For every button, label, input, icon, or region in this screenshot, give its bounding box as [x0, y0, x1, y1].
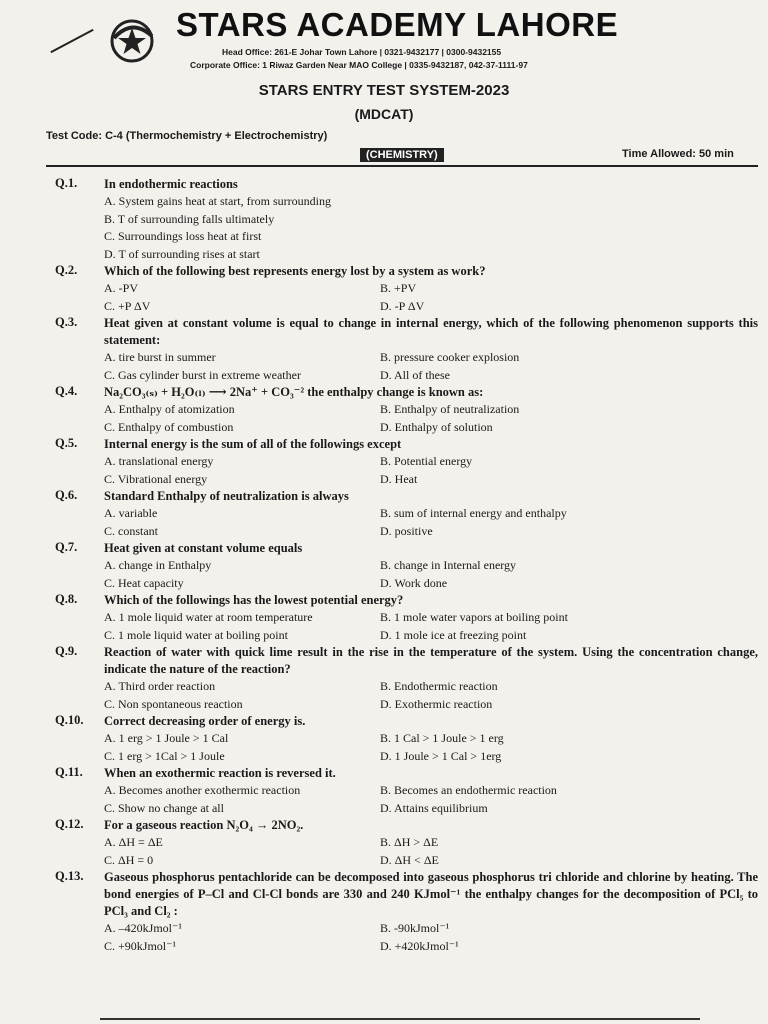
- answer-option: C. Vibrational energy: [104, 471, 208, 486]
- answer-option: D. 1 Joule > 1 Cal > 1erg: [380, 748, 502, 763]
- answer-option: C. 1 erg > 1Cal > 1 Joule: [104, 748, 225, 763]
- options-group: [104, 453, 758, 488]
- test-code: Test Code: C-4 (Thermochemistry + Electrochemistry): [46, 130, 328, 142]
- question-block: [0, 817, 768, 869]
- question-text: Standard Enthalpy of neutralization is always: [104, 489, 349, 503]
- answer-option: C. 1 mole liquid water at boiling point: [104, 627, 288, 642]
- question-text: For a gaseous reaction N₂O₄ → 2NO₂.: [104, 818, 304, 832]
- answer-option: A. ΔH = ΔE: [104, 835, 163, 849]
- test-system-subtitle: (MDCAT): [354, 106, 414, 122]
- question-text: Heat given at constant volume equals: [104, 541, 303, 555]
- answer-option: A. System gains heat at start, from surrounding: [104, 194, 331, 208]
- question-text: Internal energy is the sum of all of the followings except: [104, 437, 402, 451]
- head-office: Head Office: 261-E Johar Town Lahore | 0321-9432177 | 0300-9432155: [222, 47, 502, 57]
- question-block: [0, 436, 768, 488]
- answer-option: D. Heat: [380, 471, 418, 486]
- question-list: [0, 176, 768, 955]
- question-block: [0, 540, 768, 592]
- question-text: In endothermic reactions: [104, 177, 238, 191]
- answer-option: D. +420kJmol⁻¹: [380, 938, 459, 953]
- options-group: [104, 505, 758, 540]
- options-group: [104, 920, 758, 955]
- answer-option: A. 1 erg > 1 Joule > 1 Cal: [104, 731, 229, 745]
- question-block: [0, 765, 768, 817]
- answer-option: D. -P ΔV: [380, 298, 425, 313]
- test-system-title: STARS ENTRY TEST SYSTEM-2023: [258, 82, 510, 99]
- footer-divider: [100, 1018, 700, 1020]
- question-number: Q.4.: [55, 384, 78, 398]
- answer-option: B. ΔH > ΔE: [380, 835, 439, 849]
- subject-badge: (CHEMISTRY): [360, 148, 444, 162]
- question-block: [0, 713, 768, 765]
- question-number: Q.12.: [55, 817, 84, 831]
- question-text: Heat given at constant volume is equal to change in internal energy, which of the following phenomenon supports this statement:: [104, 316, 758, 347]
- question-text: Which of the followings has the lowest potential energy?: [104, 593, 404, 607]
- answer-option: A. Enthalpy of atomization: [104, 402, 235, 416]
- question-number: Q.2.: [55, 263, 78, 277]
- answer-option: D. Attains equilibrium: [380, 800, 488, 815]
- question-text: Reaction of water with quick lime result in the rise in the temperature of the system. Using the concentration change, indicate the nature of the reaction?: [104, 645, 758, 676]
- options-group: [104, 193, 758, 263]
- answer-option: B. Becomes an endothermic reaction: [380, 783, 557, 797]
- answer-option: D. T of surrounding rises at start: [104, 246, 260, 261]
- answer-option: C. Enthalpy of combustion: [104, 419, 234, 434]
- answer-option: B. Potential energy: [380, 454, 473, 468]
- question-text: Na₂CO₃₍ₛ₎ + H₂O₍ₗ₎ ⟶ 2Na⁺ + CO₃⁻² the enthalpy change is known as:: [104, 385, 484, 399]
- answer-option: C. +P ΔV: [104, 298, 151, 313]
- answer-option: A. translational energy: [104, 454, 214, 468]
- answer-option: B. +PV: [380, 281, 417, 295]
- answer-option: B. 1 Cal > 1 Joule > 1 erg: [380, 731, 504, 745]
- question-number: Q.7.: [55, 540, 78, 554]
- question-number: Q.9.: [55, 644, 78, 658]
- question-number: Q.1.: [55, 176, 78, 190]
- question-text: Which of the following best represents energy lost by a system as work?: [104, 264, 486, 278]
- question-block: [0, 384, 768, 436]
- answer-option: A. Third order reaction: [104, 679, 216, 693]
- page-header: [0, 0, 768, 161]
- question-number: Q.13.: [55, 869, 84, 883]
- answer-option: D. ΔH < ΔE: [380, 852, 439, 867]
- answer-option: B. T of surrounding falls ultimately: [104, 211, 275, 226]
- question-block: [0, 869, 768, 955]
- options-group: [104, 280, 758, 315]
- answer-option: C. Gas cylinder burst in extreme weather: [104, 367, 301, 382]
- answer-option: B. 1 mole water vapors at boiling point: [380, 610, 568, 624]
- answer-option: A. -PV: [104, 281, 139, 295]
- answer-option: C. Show no change at all: [104, 800, 224, 815]
- answer-option: A. –420kJmol⁻¹: [104, 921, 182, 935]
- answer-option: A. Becomes another exothermic reaction: [104, 783, 301, 797]
- question-number: Q.5.: [55, 436, 78, 450]
- answer-option: A. 1 mole liquid water at room temperature: [104, 610, 313, 624]
- answer-option: B. Enthalpy of neutralization: [380, 402, 520, 416]
- options-group: [104, 834, 758, 869]
- answer-option: D. All of these: [380, 367, 450, 382]
- options-group: [104, 609, 758, 644]
- answer-option: D. positive: [380, 523, 433, 538]
- options-group: [104, 782, 758, 817]
- answer-option: A. tire burst in summer: [104, 350, 216, 364]
- answer-option: C. Non spontaneous reaction: [104, 696, 243, 711]
- answer-option: B. Endothermic reaction: [380, 679, 498, 693]
- question-block: [0, 263, 768, 315]
- options-group: [104, 678, 758, 713]
- options-group: [104, 349, 758, 384]
- question-number: Q.11.: [55, 765, 83, 779]
- question-block: [0, 592, 768, 644]
- question-text: Gaseous phosphorus pentachloride can be decomposed into gaseous phosphorus tri chloride and chlorine by heating. The bond energies of P–Cl and Cl-Cl bonds are 330 and 240 KJmol⁻¹ the enthalpy changes for the decomposition of PCl₅ to PCl₃ and Cl₂ :: [104, 870, 758, 918]
- answer-option: B. -90kJmol⁻¹: [380, 921, 450, 935]
- time-allowed: Time Allowed: 50 min: [622, 148, 734, 160]
- answer-option: C. ΔH = 0: [104, 852, 154, 867]
- question-text: Correct decreasing order of energy is.: [104, 714, 306, 728]
- answer-option: B. sum of internal energy and enthalpy: [380, 506, 567, 520]
- question-number: Q.10.: [55, 713, 84, 727]
- question-number: Q.6.: [55, 488, 78, 502]
- question-block: [0, 644, 768, 713]
- corporate-office: Corporate Office: 1 Riwaz Garden Near MAO College | 0335-9432187, 042-37-1111-97: [190, 60, 528, 70]
- question-block: [0, 488, 768, 540]
- answer-option: D. Exothermic reaction: [380, 696, 493, 711]
- answer-option: A. variable: [104, 506, 158, 520]
- answer-option: C. +90kJmol⁻¹: [104, 938, 177, 953]
- answer-option: C. Surroundings loss heat at first: [104, 229, 262, 243]
- academy-name: STARS ACADEMY LAHORE: [176, 6, 619, 43]
- question-number: Q.8.: [55, 592, 78, 606]
- options-group: [104, 401, 758, 436]
- question-number: Q.3.: [55, 315, 78, 329]
- star-emblem-icon: [104, 14, 160, 64]
- question-block: [0, 176, 768, 263]
- answer-option: C. Heat capacity: [104, 575, 184, 590]
- options-group: [104, 557, 758, 592]
- answer-option: A. change in Enthalpy: [104, 558, 212, 572]
- question-block: [0, 315, 768, 384]
- answer-option: D. 1 mole ice at freezing point: [380, 627, 527, 642]
- pen-stroke-mark: [50, 29, 93, 53]
- answer-option: C. constant: [104, 523, 158, 538]
- answer-option: D. Enthalpy of solution: [380, 419, 493, 434]
- question-text: When an exothermic reaction is reversed it.: [104, 766, 336, 780]
- answer-option: D. Work done: [380, 575, 448, 590]
- header-divider: [46, 165, 758, 167]
- answer-option: B. pressure cooker explosion: [380, 350, 520, 364]
- answer-option: B. change in Internal energy: [380, 558, 517, 572]
- options-group: [104, 730, 758, 765]
